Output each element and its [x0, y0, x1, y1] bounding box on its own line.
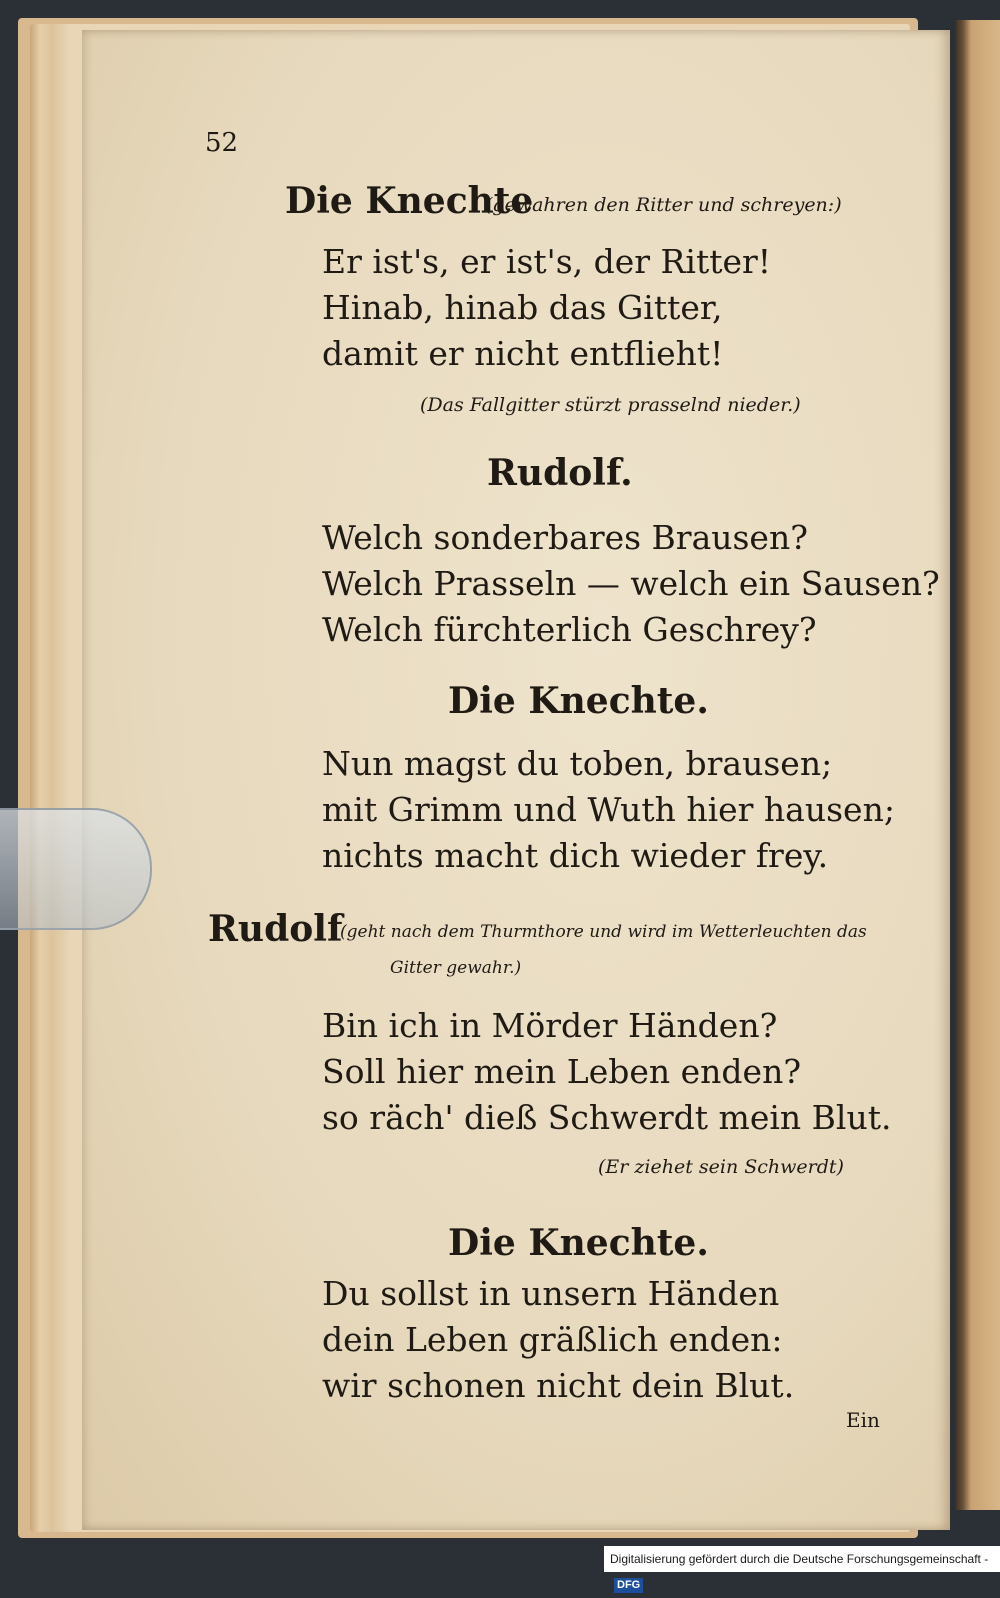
- verse-line: damit er nicht entflieht!: [322, 334, 724, 373]
- speaker-die-knechte: Die Knechte.: [448, 680, 709, 722]
- verse-line: Bin ich in Mörder Händen?: [322, 1006, 778, 1045]
- stage-direction: (Er ziehet sein Schwerdt): [598, 1156, 844, 1178]
- dfg-logo: DFG: [614, 1578, 643, 1593]
- speaker-rudolf: Rudolf: [208, 908, 343, 950]
- verse-line: Du sollst in unsern Händen: [322, 1274, 780, 1313]
- verse-line: Welch sonderbares Brausen?: [322, 518, 808, 557]
- digitization-credit: [604, 1546, 1000, 1592]
- credit-text: Digitalisierung gefördert durch die Deutsche Forschungsgemeinschaft -: [610, 1552, 989, 1566]
- verse-line: Er ist's, er ist's, der Ritter!: [322, 242, 772, 281]
- page-holder-clip: [0, 808, 152, 930]
- page-number: 52: [205, 128, 239, 158]
- stage-direction: Gitter gewahr.): [390, 958, 522, 978]
- verse-line: Welch fürchterlich Geschrey?: [322, 610, 817, 649]
- speaker-die-knechte: Die Knechte: [285, 180, 534, 222]
- verse-line: Welch Prasseln — welch ein Sausen?: [322, 564, 940, 603]
- verse-line: dein Leben gräßlich enden:: [322, 1320, 783, 1359]
- stage-direction: (gewahren den Ritter und schreyen:): [485, 194, 842, 216]
- verse-line: Soll hier mein Leben enden?: [322, 1052, 802, 1091]
- verse-line: nichts macht dich wieder frey.: [322, 836, 829, 875]
- speaker-rudolf: Rudolf.: [487, 452, 633, 494]
- verse-line: so räch' dieß Schwerdt mein Blut.: [322, 1098, 892, 1137]
- catchword: Ein: [846, 1408, 880, 1432]
- speaker-die-knechte: Die Knechte.: [448, 1222, 709, 1264]
- facing-page-edge: [955, 20, 1000, 1510]
- verse-line: Hinab, hinab das Gitter,: [322, 288, 723, 327]
- stage-direction: (Das Fallgitter stürzt prasselnd nieder.): [420, 394, 801, 416]
- verse-line: mit Grimm und Wuth hier hausen;: [322, 790, 895, 829]
- stage-direction: (geht nach dem Thurmthore und wird im Wetterleuchten das: [340, 922, 867, 942]
- verse-line: wir schonen nicht dein Blut.: [322, 1366, 795, 1405]
- verse-line: Nun magst du toben, brausen;: [322, 744, 833, 783]
